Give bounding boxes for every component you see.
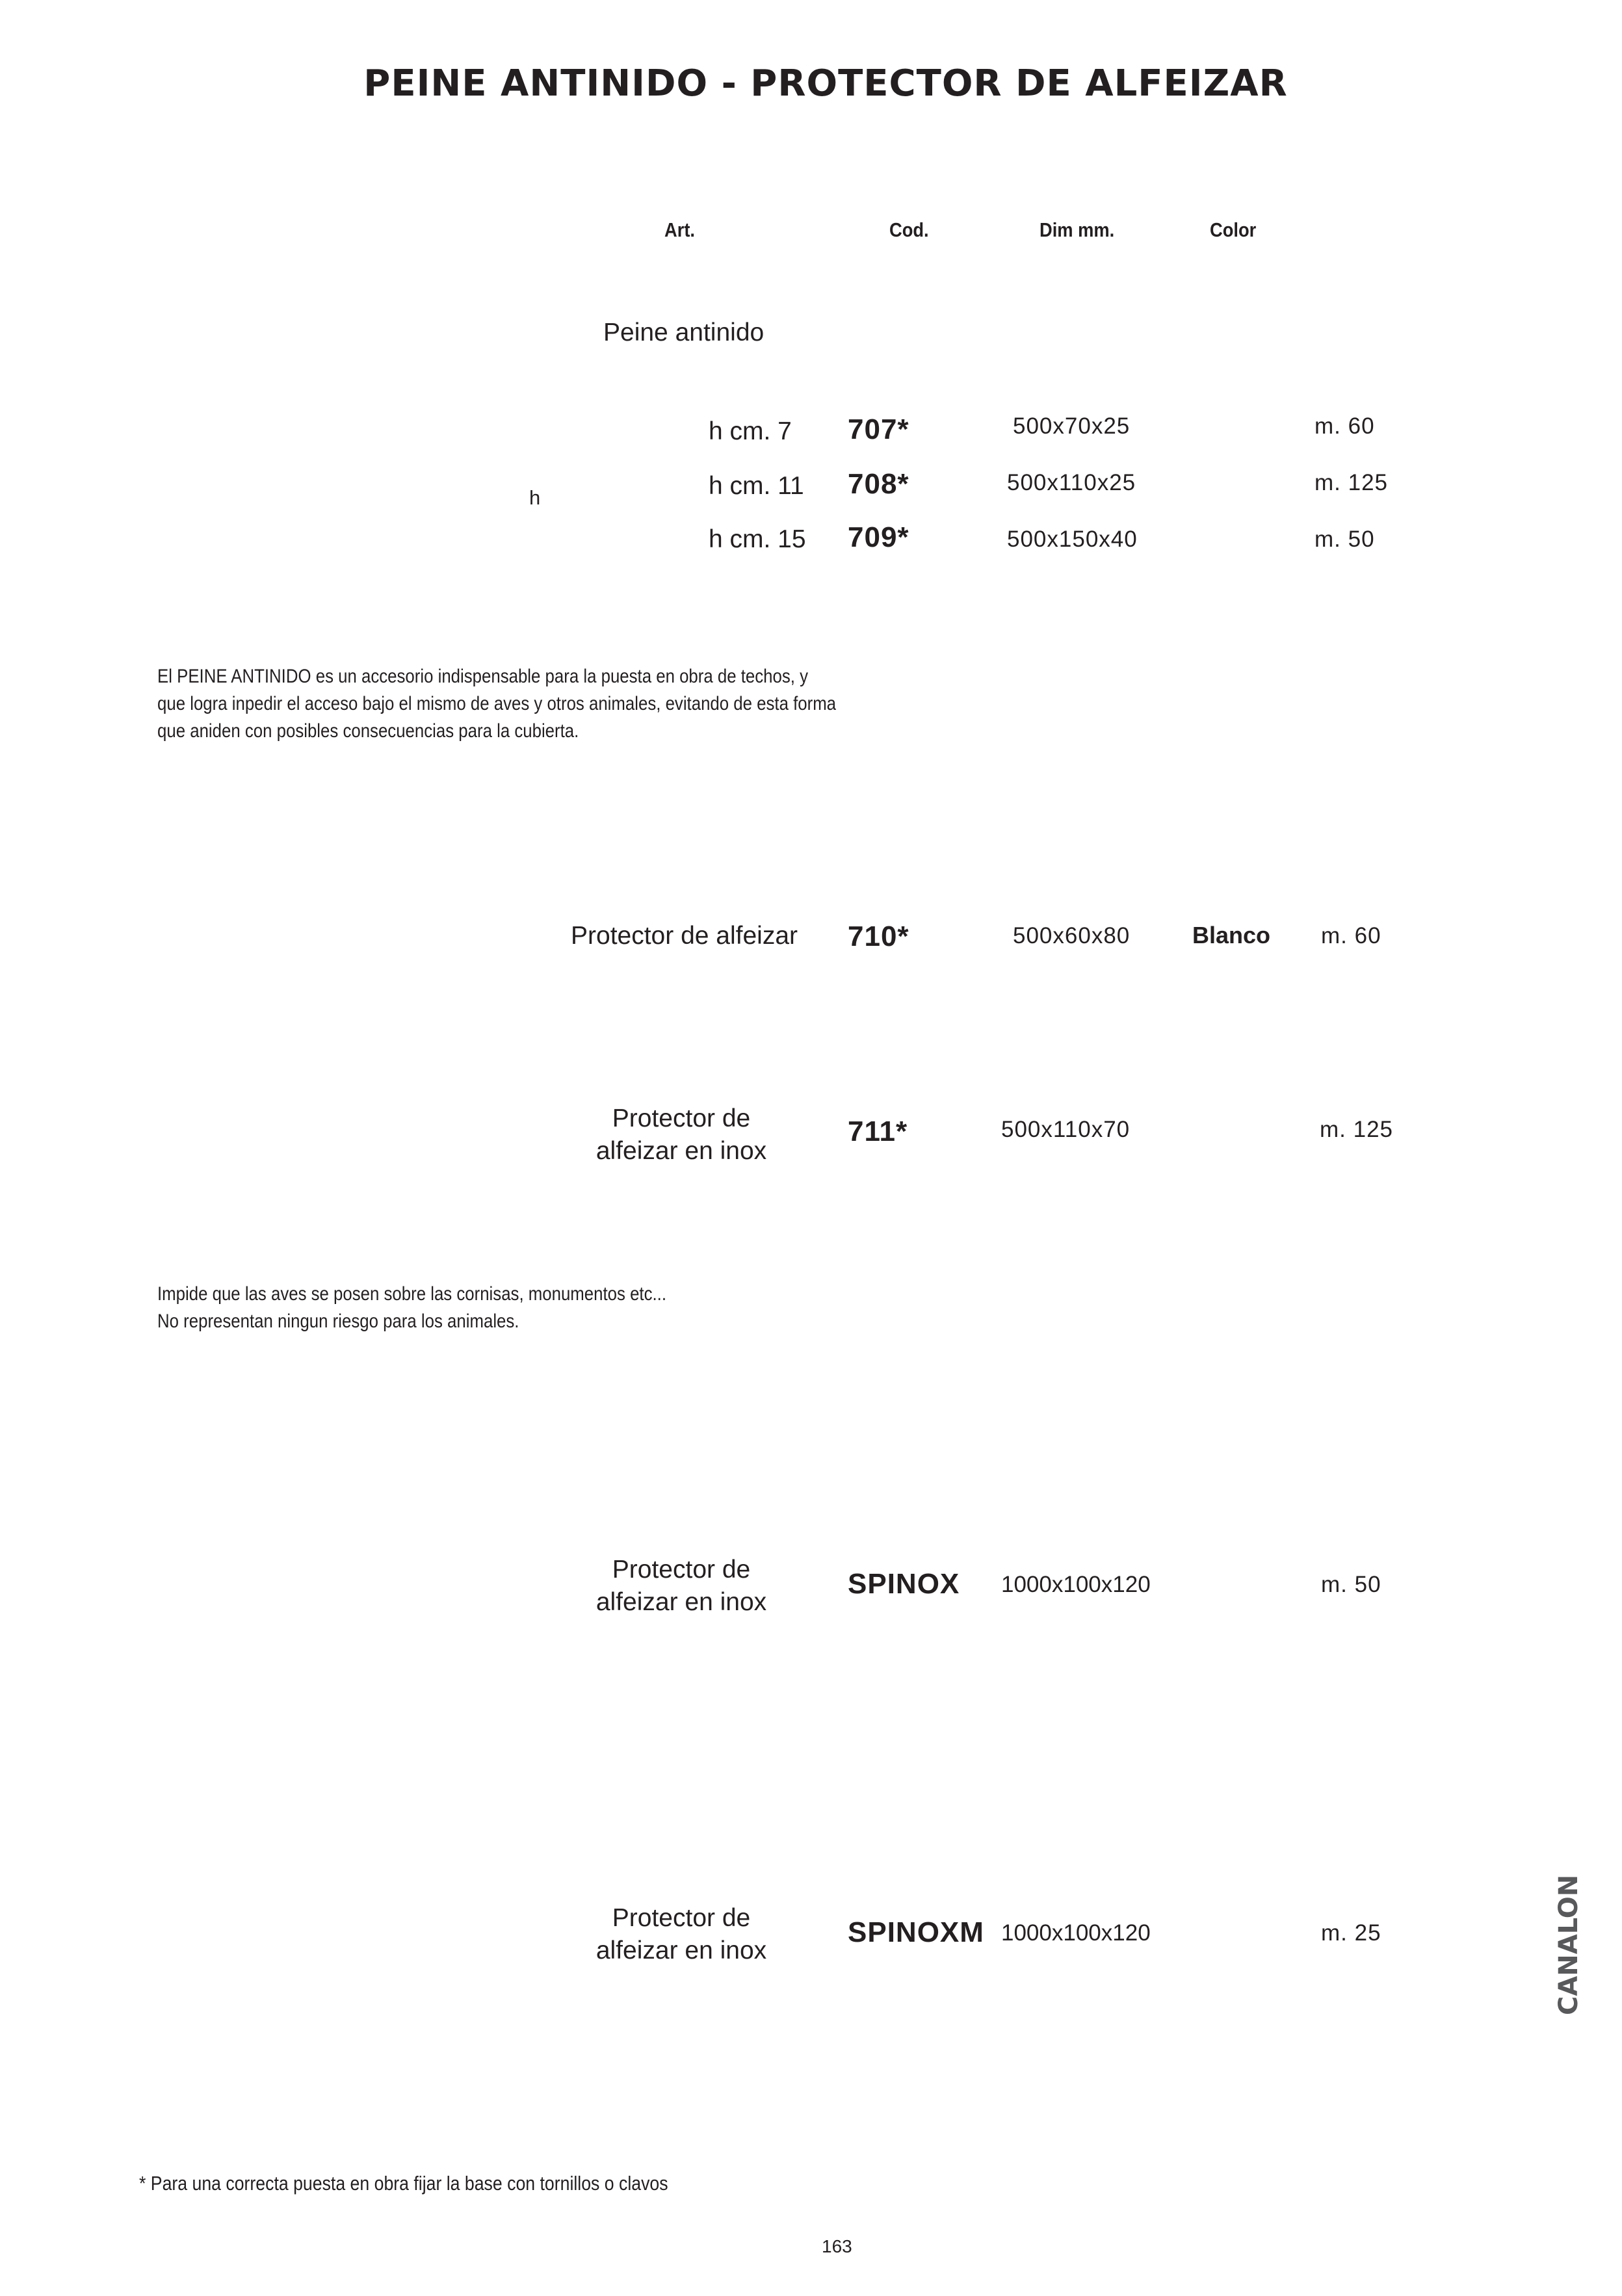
row-code: SPINOX — [848, 1568, 960, 1600]
row-dimensions: 500x110x25 — [1007, 470, 1136, 495]
description-protector — [157, 1281, 666, 1335]
row-dimensions: 1000x100x120 — [1001, 1572, 1151, 1597]
diagram-height-label: h — [529, 486, 541, 509]
description-line: No representan ningun riesgo para los animales. — [157, 1311, 519, 1332]
row-code: 710* — [848, 920, 909, 952]
row-code: 707* — [848, 413, 909, 445]
description-line: que aniden con posibles consecuencias para la cubierta. — [157, 720, 579, 742]
description-line: El PEINE ANTINIDO es un accesorio indispensable para la puesta en obra de techos, y — [157, 666, 809, 687]
page-number: 163 — [822, 2236, 852, 2256]
row-art-line: Protector de — [612, 1104, 751, 1132]
row-art-line: alfeizar en inox — [595, 1937, 767, 1964]
row-quantity: m. 125 — [1315, 470, 1388, 495]
row-art — [551, 1102, 811, 1168]
section-heading-peine-antinido: Peine antinido — [603, 319, 765, 346]
row-color: Blanco — [1192, 922, 1271, 948]
row-art: h cm. 7 — [709, 417, 792, 445]
row-dimensions: 500x110x70 — [1001, 1117, 1131, 1142]
row-quantity: m. 125 — [1320, 1117, 1393, 1142]
row-dimensions: 1000x100x120 — [1001, 1920, 1151, 1946]
footnote: * Para una correcta puesta en obra fijar la base con tornillos o clavos — [139, 2172, 668, 2195]
row-art: h cm. 15 — [709, 525, 806, 553]
header-cod: Cod. — [889, 218, 929, 241]
row-quantity: m. 60 — [1315, 413, 1375, 439]
row-dimensions: 500x150x40 — [1007, 527, 1138, 552]
header-art: Art. — [664, 218, 695, 241]
row-dimensions: 500x60x80 — [1013, 923, 1131, 948]
description-peine-antinido — [157, 663, 836, 745]
row-quantity: m. 25 — [1321, 1920, 1381, 1946]
row-code: 709* — [848, 521, 909, 553]
row-code: SPINOXM — [848, 1916, 984, 1948]
row-dimensions: 500x70x25 — [1013, 413, 1131, 439]
description-line: Impide que las aves se posen sobre las cornisas, monumentos etc... — [157, 1283, 667, 1305]
description-line: que logra inpedir el acceso bajo el mismo de aves y otros animales, evitando de esta forma — [157, 693, 837, 714]
side-section-label: CANALON — [1554, 1874, 1584, 2015]
row-quantity: m. 60 — [1321, 923, 1381, 948]
row-code: 708* — [848, 468, 909, 500]
row-quantity: m. 50 — [1321, 1572, 1381, 1597]
header-color: Color — [1210, 218, 1257, 241]
row-code: 711* — [848, 1115, 908, 1147]
row-art-line: Protector de — [612, 1904, 751, 1932]
row-art: Protector de alfeizar — [571, 922, 798, 950]
row-art — [551, 1554, 811, 1619]
row-quantity: m. 50 — [1315, 527, 1375, 552]
row-art — [551, 1902, 811, 1967]
row-art: h cm. 11 — [709, 472, 804, 500]
page-title: PEINE ANTINIDO - PROTECTOR DE ALFEIZAR — [363, 62, 1288, 105]
header-dim: Dim mm. — [1040, 218, 1115, 241]
row-art-line: Protector de — [612, 1556, 751, 1584]
row-art-line: alfeizar en inox — [595, 1588, 767, 1616]
row-art-line: alfeizar en inox — [595, 1137, 767, 1165]
